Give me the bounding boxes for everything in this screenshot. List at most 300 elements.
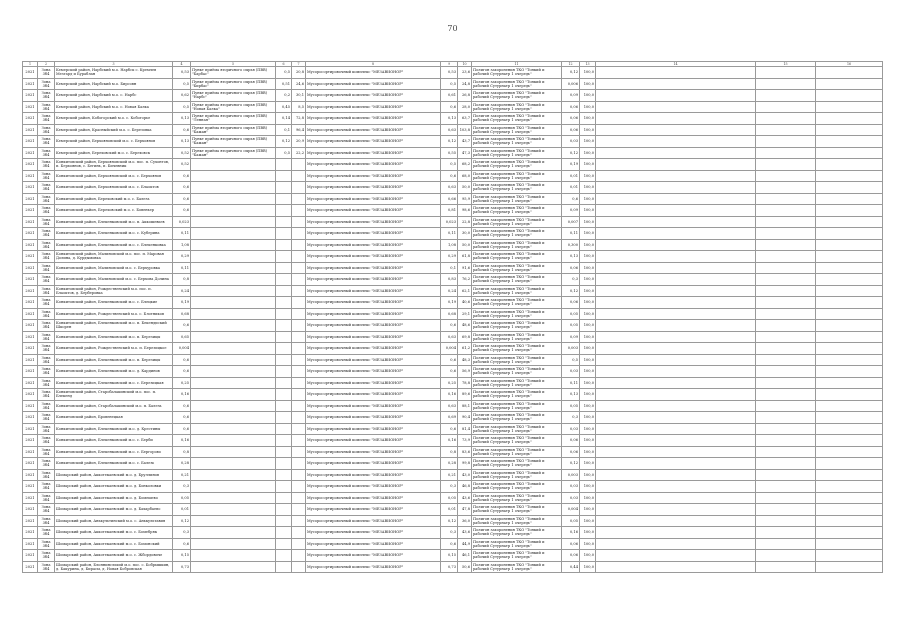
table-cell [276,527,292,539]
table-cell: 0,5 [562,354,580,366]
table-cell [596,515,756,527]
table-cell: Пункт приёма вторичного сырья (ПВВ) "Нарбс" [191,90,276,102]
table-cell: 0,5 [276,147,292,159]
table-cell: Зона 3б4 [38,481,55,493]
table-cell: Шомарский район, Аккотекаевский м.о. с. Бомонский [55,538,173,550]
table-cell: 1,08 [173,239,191,251]
table-cell: 0,03 [562,492,580,504]
table-cell: 83,6 [458,446,472,458]
table-cell: 0,03 [562,481,580,493]
table-cell: Конкитовский район, Блекенковский м.о. с. Березицкая [55,377,173,389]
table-cell: 0,6 [441,320,458,332]
table-cell: 0,21 [173,469,191,481]
table-cell: Полигон захоронения ТКО "Тонкий и рабочий Сутурнатр 1 очередь" [472,262,562,274]
table-cell: 2021 [23,515,38,527]
table-cell: 0,28 [441,458,458,470]
table-cell: 0,007 [562,216,580,228]
table-cell [191,504,276,516]
table-row [23,101,883,113]
table-cell [292,458,306,470]
table-cell: 73,9 [458,435,472,447]
table-cell: 0,13 [173,136,191,148]
table-cell: 2021 [23,446,38,458]
table-cell [292,389,306,401]
table-cell: 103,8 [458,124,472,136]
table-cell [276,458,292,470]
table-cell [756,205,816,217]
table-cell [756,297,816,309]
table-cell: 50,6 [458,561,472,573]
column-header: 6 [276,62,292,67]
table-cell: Зона 3б4 [38,354,55,366]
table-cell: Конкитовский район, Блекенковский м.о. с. Блекенковка [55,239,173,251]
table-cell: Зона 3б4 [38,561,55,573]
table-cell: Зона 3б4 [38,400,55,412]
table-cell: 0,05 [562,308,580,320]
table-cell: Мусоросортировочный комплекс "МЕЗАВИОНОР" [306,205,441,217]
table-cell: 24,6 [292,78,306,90]
table-cell: 0,13 [562,251,580,263]
table-cell: 0,03 [562,366,580,378]
table-cell [816,469,883,481]
table-cell: Мусоросортировочный комплекс "МЕЗАВИОНОР" [306,412,441,424]
table-cell: Мусоросортировочный комплекс "МЕЗАВИОНОР" [306,331,441,343]
table-cell: Полигон захоронения ТКО "Тонкий и рабочий Сутурнатр 1 очередь" [472,297,562,309]
column-header: 5 [191,62,276,67]
table-row [23,354,883,366]
table-cell: 91,6 [458,262,472,274]
table-cell [292,515,306,527]
table-cell: 43,6 [458,527,472,539]
table-cell [191,205,276,217]
table-cell: 2021 [23,550,38,562]
table-cell: 88,1 [458,400,472,412]
table-cell [191,561,276,573]
table-cell: 0,51 [276,78,292,90]
table-cell [276,274,292,286]
table-cell: Полигон захоронения ТКО "Тонкий и рабочий Сутурнатр 1 очередь" [472,366,562,378]
table-cell [756,446,816,458]
table-cell: 0,6 [173,193,191,205]
table-cell: 2021 [23,124,38,136]
table-cell: Мусоросортировочный комплекс "МЕЗАВИОНОР" [306,527,441,539]
table-cell: 100,0 [580,446,596,458]
table-cell: 0,8 [173,274,191,286]
table-cell [596,182,756,194]
table-cell: 0,24 [173,285,191,297]
table-cell: Полигон захоронения ТКО "Тонкий и рабочий Сутурнатр 1 очередь" [472,538,562,550]
table-cell: 0,09 [562,90,580,102]
table-cell: Кемерский район, Береховский м.о. с. Береховск [55,147,173,159]
table-cell [276,515,292,527]
table-cell: Полигон захоронения ТКО "Тонкий и рабочий Сутурнатр 1 очередь" [472,101,562,113]
table-cell: 0,6 [173,170,191,182]
table-cell: 0,83 [441,274,458,286]
table-cell: 2021 [23,239,38,251]
table-cell: 0,15 [441,550,458,562]
table-cell: 2021 [23,527,38,539]
table-cell [816,78,883,90]
table-cell: Зона 3б4 [38,274,55,286]
column-header: 13 [580,62,596,67]
table-cell: 100,0 [580,377,596,389]
table-cell [276,159,292,171]
column-header: 10 [458,62,472,67]
table-cell [191,354,276,366]
table-cell: 2021 [23,504,38,516]
table-cell: 2021 [23,366,38,378]
table-cell [191,262,276,274]
table-cell [292,159,306,171]
table-cell [191,239,276,251]
table-cell: 26,8 [458,90,472,102]
table-cell: Конкитовский район, Береховский м.о. с. Балезь [55,193,173,205]
table-cell: 99,8 [458,458,472,470]
table-cell: Мусоросортировочный комплекс "МЕЗАВИОНОР" [306,308,441,320]
table-cell: Мусоросортировочный комплекс "МЕЗАВИОНОР" [306,101,441,113]
table-cell: 0,1 [441,262,458,274]
table-cell [816,538,883,550]
table-cell [596,446,756,458]
table-row [23,251,883,263]
table-cell [756,550,816,562]
table-cell [596,147,756,159]
column-header: 8 [306,62,441,67]
table-cell: Пункт приёма вторичного сырья (ПВВ) "Бажан" [191,147,276,159]
table-cell: Конкитовский район, Береховский м.о. с. Бовеньер [55,205,173,217]
table-cell: Мусоросортировочный комплекс "МЕЗАВИОНОР" [306,354,441,366]
table-cell: 46,8 [458,481,472,493]
table-cell [816,285,883,297]
table-cell [756,343,816,355]
table-row [23,182,883,194]
table-cell: 63,7 [458,113,472,125]
table-cell [191,251,276,263]
table-cell [816,101,883,113]
table-cell [191,331,276,343]
table-cell [596,400,756,412]
table-cell [756,504,816,516]
table-cell [756,101,816,113]
table-cell: 0,8 [173,446,191,458]
table-cell: Мусоросортировочный комплекс "МЕЗАВИОНОР" [306,251,441,263]
table-cell: 0,03 [562,136,580,148]
table-cell: 0,68 [441,308,458,320]
table-cell: 2021 [23,159,38,171]
table-cell: 100,0 [580,251,596,263]
table-cell [756,147,816,159]
table-cell [292,366,306,378]
table-cell: 43,0 [458,469,472,481]
table-cell: Зона 3б4 [38,147,55,159]
table-cell: 2021 [23,90,38,102]
table-cell: 96,4 [292,124,306,136]
table-cell: Полигон захоронения ТКО "Тонкий и рабочий Сутурнатр 1 очередь" [472,193,562,205]
table-cell: Мусоросортировочный комплекс "МЕЗАВИОНОР" [306,124,441,136]
table-row [23,492,883,504]
table-cell: Пункт приёма вторичного сырья (ПВВ) "Новая Балка" [191,101,276,113]
table-cell [596,78,756,90]
table-cell: Полигон захоронения ТКО "Тонкий и рабочий Сутурнатр 1 очередь" [472,124,562,136]
table-row [23,343,883,355]
table-cell [596,550,756,562]
table-cell: Конкитовский район, Блекенковский м.о. с. Бергорово [55,446,173,458]
table-cell: 100,0 [580,239,596,251]
table-cell: 100,0 [580,262,596,274]
table-cell [756,78,816,90]
table-cell: Полигон захоронения ТКО "Тонкий и рабочий Сутурнатр 1 очередь" [472,216,562,228]
table-cell: 0,3 [173,527,191,539]
table-cell [756,285,816,297]
table-cell [596,343,756,355]
table-cell: 100,0 [580,331,596,343]
table-cell: 0,6 [173,400,191,412]
table-cell [276,561,292,573]
table-cell: Полигон захоронения ТКО "Тонкий и рабочий Сутурнатр 1 очередь" [472,412,562,424]
table-cell: 76,2 [458,274,472,286]
table-cell: Мусоросортировочный комплекс "МЕЗАВИОНОР" [306,262,441,274]
table-cell [816,354,883,366]
table-cell: 68,0 [458,170,472,182]
table-cell: 0,52 [173,147,191,159]
table-cell: Мусоросортировочный комплекс "МЕЗАВИОНОР" [306,492,441,504]
table-cell [276,550,292,562]
table-cell: Конкитовский район, Старобалакинский м.о. пос. п. Блекенд [55,389,173,401]
table-cell: 100,0 [580,366,596,378]
table-cell [596,67,756,79]
table-cell [276,366,292,378]
table-cell: 0,004 [173,343,191,355]
table-cell: 2021 [23,354,38,366]
table-cell: 0,05 [173,492,191,504]
table-cell [816,481,883,493]
table-cell [596,377,756,389]
table-cell: Мусоросортировочный комплекс "МЕЗАВИОНОР" [306,343,441,355]
table-cell: 0,3 [562,412,580,424]
table-cell [292,331,306,343]
table-cell: 0,11 [173,262,191,274]
table-cell [276,481,292,493]
table-cell: 43,7 [458,136,472,148]
table-cell: 0,16 [173,435,191,447]
table-cell: 0,12 [441,136,458,148]
table-cell: Кемерский район, Нарбский м.о. Бирсовн [55,78,173,90]
table-cell [816,239,883,251]
table-cell: 100,0 [580,469,596,481]
table-cell [756,113,816,125]
table-cell: 100,0 [580,435,596,447]
table-cell [756,170,816,182]
table-cell: 100,0 [580,124,596,136]
table-cell [276,538,292,550]
table-cell: 62,1 [458,285,472,297]
table-cell [292,504,306,516]
table-cell: Полигон захоронения ТКО "Тонкий и рабочий Сутурнатр 1 очередь" [472,205,562,217]
table-cell [756,136,816,148]
table-cell: 2021 [23,205,38,217]
table-cell [816,113,883,125]
table-cell: Полигон захоронения ТКО "Тонкий и рабочий Сутурнатр 1 очередь" [472,331,562,343]
table-cell [756,90,816,102]
table-cell: Полигон захоронения ТКО "Тонкий и рабочий Сутурнатр 1 очередь" [472,446,562,458]
table-cell: Пункт приёма вторичного сырья (ПВВ) "Ленная" [191,113,276,125]
table-cell: 0,023 [441,216,458,228]
table-cell: Мусоросортировочный комплекс "МЕЗАВИОНОР" [306,515,441,527]
table-cell: 0,06 [562,113,580,125]
table-cell [596,320,756,332]
table-cell [596,205,756,217]
table-cell: 44,9 [458,538,472,550]
table-cell [292,170,306,182]
table-cell: Полигон захоронения ТКО "Тонкий и рабочий Сутурнатр 1 очередь" [472,78,562,90]
table-cell: 0,6 [173,423,191,435]
table-cell: 0,63 [441,124,458,136]
table-cell: Мусоросортировочный комплекс "МЕЗАВИОНОР" [306,147,441,159]
table-cell [756,251,816,263]
table-cell [596,492,756,504]
table-cell [191,193,276,205]
table-cell: 61,8 [458,251,472,263]
table-cell: 0,006 [562,78,580,90]
table-row [23,412,883,424]
table-row [23,239,883,251]
table-row [23,113,883,125]
table-cell: Зона 3б4 [38,262,55,274]
column-header: 12 [562,62,580,67]
table-cell: 20,8 [292,67,306,79]
table-cell [292,205,306,217]
table-cell: 2021 [23,251,38,263]
table-cell: 2021 [23,147,38,159]
table-cell [756,412,816,424]
table-cell: 0,16 [562,527,580,539]
table-cell: Конкитовский район, Рождественский м.о. п. Березицкое [55,343,173,355]
table-cell [276,400,292,412]
table-cell: Мусоросортировочный комплекс "МЕЗАВИОНОР" [306,423,441,435]
table-row [23,67,883,79]
table-cell [596,193,756,205]
table-cell: 0,2 [276,90,292,102]
table-cell [596,308,756,320]
table-cell [596,216,756,228]
table-cell [816,182,883,194]
table-cell: 0,53 [173,67,191,79]
table-cell: 2021 [23,274,38,286]
table-cell [191,285,276,297]
table-cell: 0,63 [441,400,458,412]
table-cell [816,297,883,309]
table-row [23,205,883,217]
table-cell [276,412,292,424]
table-cell: 0,13 [441,113,458,125]
table-cell: 0,004 [441,343,458,355]
table-cell [191,481,276,493]
table-row [23,320,883,332]
table-cell: 2021 [23,320,38,332]
table-cell: 2021 [23,182,38,194]
table-cell: Зона 3б4 [38,515,55,527]
table-cell: 2021 [23,412,38,424]
table-cell [596,251,756,263]
table-cell [276,377,292,389]
table-cell: 68,2 [458,159,472,171]
table-cell: 0,12 [276,136,292,148]
table-cell: Полигон захоронения ТКО "Тонкий и рабочий Сутурнатр 1 очередь" [472,354,562,366]
table-cell: 0,6 [173,320,191,332]
table-cell: 0,19 [562,159,580,171]
table-row [23,538,883,550]
table-cell: 2021 [23,343,38,355]
table-cell: 0,06 [562,538,580,550]
table-cell: Зона 3б4 [38,193,55,205]
table-cell: 100,0 [580,343,596,355]
table-cell [756,159,816,171]
table-cell: 69,8 [458,331,472,343]
table-cell: 47,8 [458,504,472,516]
table-cell: 100,0 [580,182,596,194]
table-cell: 0,44 [562,561,580,573]
table-row [23,297,883,309]
table-cell [596,90,756,102]
table-cell: Конкитовский район, Бровенецкая [55,412,173,424]
table-cell [292,320,306,332]
table-cell [816,90,883,102]
table-cell [756,239,816,251]
table-cell: 0,25 [173,377,191,389]
table-cell: 0,003 [562,469,580,481]
table-cell: 100,0 [580,515,596,527]
table-cell: Шомарский район, Аккотекаевский м.о. д. Бахарбаево [55,504,173,516]
table-cell: Зона 3б4 [38,492,55,504]
table-cell [292,561,306,573]
table-cell: 23,6 [458,67,472,79]
table-cell [292,492,306,504]
table-cell: 100,0 [580,423,596,435]
page-number: 70 [447,24,458,33]
table-cell: Кемерский район, Нарбский м.о. Нарбск с. Кремлев Мезгард и Бураблан [55,67,173,79]
table-cell: Конкитовский район, Блекенковский м.о. с. Блецкие [55,297,173,309]
table-cell: Мусоросортировочный комплекс "МЕЗАВИОНОР" [306,193,441,205]
table-cell: Зона 3б4 [38,435,55,447]
table-cell [816,124,883,136]
table-cell [756,400,816,412]
table-cell [276,228,292,240]
table-cell: 0,01 [562,170,580,182]
table-cell: Полигон захоронения ТКО "Тонкий и рабочий Сутурнатр 1 очередь" [472,458,562,470]
table-cell [596,504,756,516]
table-cell [191,527,276,539]
table-cell [596,285,756,297]
table-cell: Кемерский район, Нарбский м.о. с. Новая Балка [55,101,173,113]
column-header: 15 [756,62,816,67]
table-cell [596,228,756,240]
table-cell: 2021 [23,67,38,79]
table-cell [816,389,883,401]
table-cell [756,262,816,274]
table-cell: Полигон захоронения ТКО "Тонкий и рабочий Сутурнатр 1 очередь" [472,423,562,435]
table-cell: Конкитовский район, Блекенковский м.о. п. Березицы [55,331,173,343]
table-cell: 0,3 [562,274,580,286]
table-cell: 46,1 [458,550,472,562]
table-cell: 0,45 [276,101,292,113]
table-cell: 100,0 [580,67,596,79]
table-cell: 0,63 [441,182,458,194]
table-cell [292,297,306,309]
table-cell: 100,0 [580,274,596,286]
table-cell: 0,13 [173,113,191,125]
table-cell: 0,3 [441,527,458,539]
column-header: 11 [472,62,562,67]
